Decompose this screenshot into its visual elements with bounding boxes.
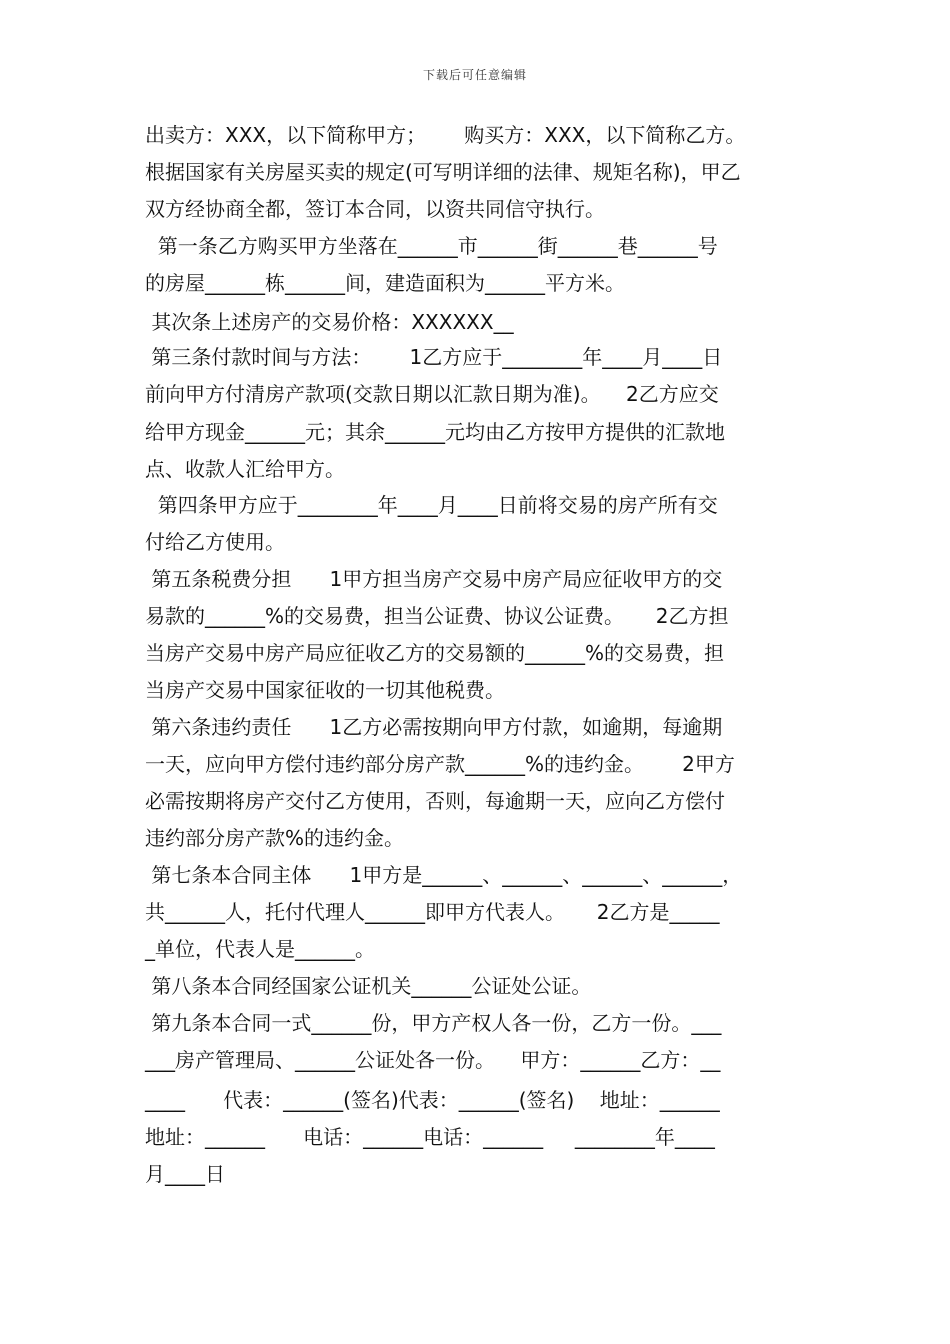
page-header: 下载后可任意编辑 xyxy=(422,68,527,82)
text-line: 第四条甲方应于________年____月____日前将交易的房产所有交 xyxy=(145,493,718,517)
text-line: _单位，代表人是______。 xyxy=(145,937,375,961)
text-line: 第七条本合同主体 1甲方是______、______、______、______， xyxy=(145,863,743,887)
text-line: 第五条税费分担 1甲方担当房产交易中房产局应征收甲方的交 xyxy=(145,567,723,591)
text-line: 给甲方现金______元；其余______元均由乙方按甲方提供的汇款地 xyxy=(145,420,725,444)
text-line: 根据国家有关房屋买卖的规定(可写明详细的法律、规矩名称)，甲乙 xyxy=(145,160,741,184)
text-line: 第六条违约责任 1乙方必需按期向甲方付款，如逾期，每逾期 xyxy=(145,715,723,739)
text-line: 点、收款人汇给甲方。 xyxy=(145,457,345,481)
text-line: 共______人，托付代理人______即甲方代表人。 2乙方是_____ xyxy=(145,900,720,924)
text-line: 出卖方：XXX，以下简称甲方； 购买方：XXX，以下简称乙方。 xyxy=(145,123,746,147)
text-line: ___房产管理局、______公证处各一份。 甲方：______乙方：__ xyxy=(145,1048,721,1072)
text-line: 易款的______%的交易费，担当公证费、协议公证费。 2乙方担 xyxy=(145,604,729,628)
text-line: 当房产交易中国家征收的一切其他税费。 xyxy=(145,678,505,702)
text-line: 付给乙方使用。 xyxy=(145,530,285,554)
text-line: 前向甲方付清房产款项(交款日期以汇款日期为准)。 2乙方应交 xyxy=(145,382,719,406)
text-line: 第九条本合同一式______份，甲方产权人各一份，乙方一份。___ xyxy=(145,1011,722,1035)
text-line: ____ 代表：______(签名)代表：______(签名) 地址：______ xyxy=(145,1088,720,1112)
text-line: 第三条付款时间与方法： 1乙方应于________年____月____日 xyxy=(145,345,723,369)
text-line: 地址：______ 电话：______电话：______ ________年____ xyxy=(145,1125,715,1149)
text-line: 一天，应向甲方偿付违约部分房产款______%的违约金。 2甲方 xyxy=(145,752,735,776)
text-line: 必需按期将房产交付乙方使用，否则，每逾期一天，应向乙方偿付 xyxy=(145,789,725,813)
text-line: 月____日 xyxy=(145,1162,225,1186)
text-line: 当房产交易中房产局应征收乙方的交易额的______%的交易费，担 xyxy=(145,641,725,665)
text-line: 违约部分房产款%的违约金。 xyxy=(145,826,405,850)
text-line: 其次条上述房产的交易价格：XXXXXX__ xyxy=(145,310,514,334)
text-line: 的房屋______栋______间，建造面积为______平方米。 xyxy=(145,271,625,295)
text-line: 第一条乙方购买甲方坐落在______市______街______巷______号 xyxy=(145,234,718,258)
text-line: 双方经协商全都，签订本合同，以资共同信守执行。 xyxy=(145,197,605,221)
text-line: 第八条本合同经国家公证机关______公证处公证。 xyxy=(145,974,592,998)
